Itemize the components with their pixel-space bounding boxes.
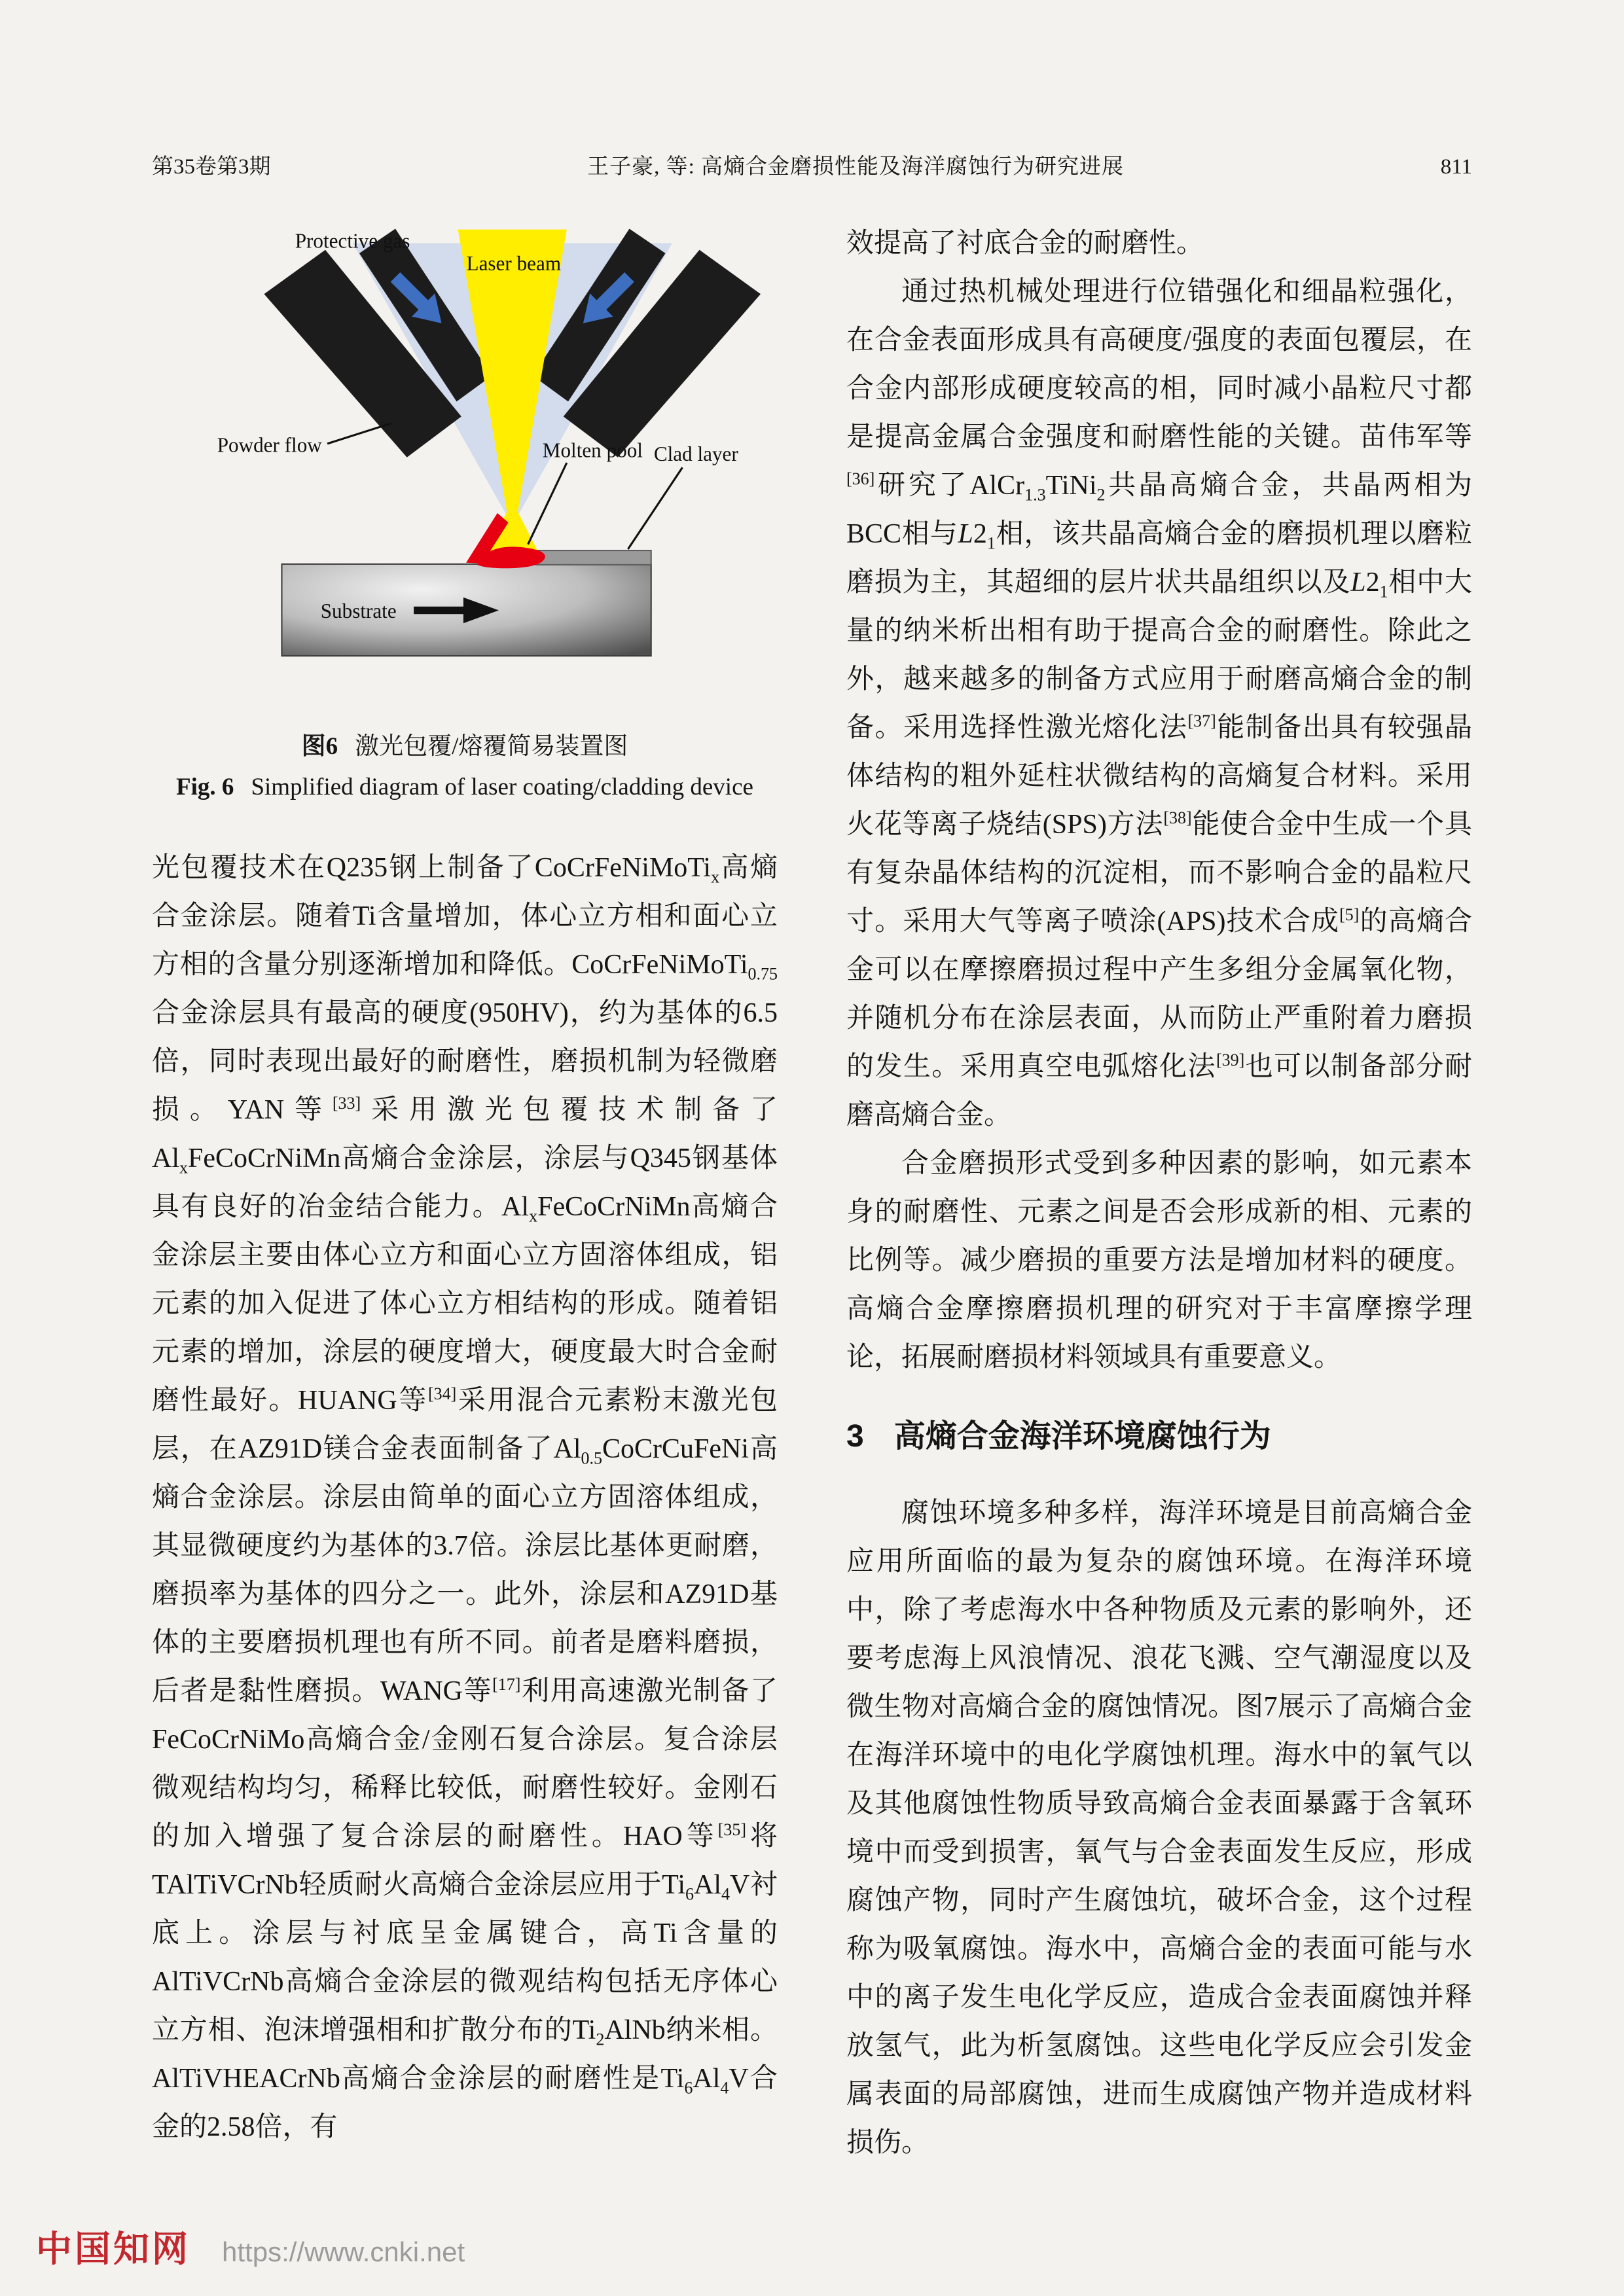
substrate-label: Substrate <box>320 599 397 622</box>
section3-heading <box>846 1417 1472 1456</box>
paragraph-wear-factors: 合金磨损形式受到多种因素的影响，如元素本身的耐磨性、元素之间是否会形成新的相、元素的比例等。减少磨损的重要方法是增加材料的硬度。高熵合金摩擦磨损机理的研究对于丰富摩擦学理论，拓展耐磨损材料领域具有重要意义。 <box>846 1149 1472 1372</box>
section3-title: 高熵合金海洋环境腐蚀行为 <box>893 1419 1271 1454</box>
figure6-caption-zh <box>152 726 778 767</box>
clad-layer-shape <box>536 550 651 565</box>
figure6 <box>152 219 778 808</box>
page-number: 811 <box>1440 155 1472 179</box>
running-title: 王子豪, 等: 高熵合金磨损性能及海洋腐蚀行为研究进展 <box>587 155 1125 179</box>
page-header <box>152 149 1472 180</box>
powder-flow-pointer <box>327 423 391 444</box>
cnki-logo: 中国知网 <box>36 2229 191 2269</box>
clad-layer-pointer <box>628 467 682 549</box>
figure6-tag-en: Fig. 6 <box>176 773 234 800</box>
cnki-url-link[interactable]: https://www.cnki.net <box>222 2236 465 2267</box>
two-column-body <box>152 219 1472 2167</box>
left-column-paragraph: 光包覆技术在Q235钢上制备了CoCrFeNiMoTi$_x$高熵合金涂层。随着Ti含量增加，体心立方相和面心立方相的含量分别逐渐增加和降低。CoCrFeNiMoTi$_{0.75}$合金涂层具有最高的硬度(950HV)，约为基体的6.5倍，同时表现出最好的耐磨性，磨损机制为轻微磨损。YAN等[33]采用激光包覆技术制备了$Al_xFeCoCrNiMn$高熵合金涂层，涂层与Q345钢基体具有良好的冶金结合能力。$Al_xFeCoCrNiMn$高熵合金涂层主要由体心立方和面心立方固溶体组成，铝元素的加入促进了体心立方相结构的形成。随着铝元素的增加，涂层的硬度增大，硬度最大时合金耐磨性最好。HUANG等[34]采用混合元素粉末激光包层，在AZ91D镁合金表面制备了$Al_{0.5}CoCrCuFeNi$高熵合金涂层。涂层由简单的面心立方固溶体组成，其显微硬度约为基体的3.7倍。涂层比基体更耐磨，磨损率为基体的四分之一。此外，涂层和AZ91D基体的主要磨损机理也有所不同。前者是磨料磨损，后者是黏性磨损。WANG等[17]利用高速激光制备了FeCoCrNiMo高熵合金/金刚石复合涂层。复合涂层微观结构均匀，稀释比较低，耐磨性较好。金刚石的加入增强了复合涂层的耐磨性。HAO等[35]将TAlTiVCrNb轻质耐火高熵合金涂层应用于$Ti_6Al_4V$衬底上。涂层与衬底呈金属键合，高Ti含量的AlTiVCrNb高熵合金涂层的微观结构包括无序体心立方相、泡沫增强相和扩散分布的$Ti_2AlNb$纳米相。AlTiVHEACrNb高熵合金涂层的耐磨性是$Ti_6Al_4V$合金的2.58倍，有 <box>152 852 778 2142</box>
figure6-text-en: Simplified diagram of laser coating/cladding device <box>251 773 753 800</box>
figure6-tag-zh: 图6 <box>301 732 338 760</box>
paragraph-continued: 效提高了衬底合金的耐磨性。 <box>846 228 1204 259</box>
paragraph-strengthening: 通过热机械处理进行位错强化和细晶粒强化，在合金表面形成具有高硬度/强度的表面包覆层，在合金内部形成硬度较高的相，同时减小晶粒尺寸都是提高金属合金强度和耐磨性能的关键。苗伟军等[36]研究了AlCr$_{1.3}$TiNi$_2$共晶高熵合金，共晶两相为BCC相与$L2_1$相，该共晶高熵合金的磨损机理以磨粒磨损为主，其超细的层片状共晶组织以及$L2_1$相中大量的纳米析出相有助于提高合金的耐磨性。除此之外，越来越多的制备方式应用于耐磨高熵合金的制备。采用选择性激光熔化法[37]能制备出具有较强晶体结构的粗外延柱状微结构的高熵复合材料。采用火花等离子烧结(SPS)方法[38]能使合金中生成一个具有复杂晶体结构的沉淀相，而不影响合金的晶粒尺寸。采用大气等离子喷涂(APS)技术合成[5]的高熵合金可以在摩擦磨损过程中产生多组分金属氧化物，并随机分布在涂层表面，从而防止严重附着力磨损的发生。采用真空电弧熔化法[39]也可以制备部分耐磨高熵合金。 <box>846 277 1472 1130</box>
right-column <box>846 219 1472 2167</box>
paragraph-corrosion: 腐蚀环境多种多样，海洋环境是目前高熵合金应用所面临的最为复杂的腐蚀环境。在海洋环境中，除了考虑海水中各种物质及元素的影响外，还要考虑海上风浪情况、浪花飞溅、空气潮湿度以及微生物对高熵合金的腐蚀情况。图7展示了高熵合金在海洋环境中的电化学腐蚀机理。海水中的氧气以及其他腐蚀性物质导致高熵合金表面暴露于含氧环境中而受到损害，氧气与合金表面发生反应，形成腐蚀产物，同时产生腐蚀坑，破坏合金，这个过程称为吸氧腐蚀。海水中，高熵合金的表面可能与水中的离子发生电化学反应，造成合金表面腐蚀并释放氢气，此为析氢腐蚀。这些电化学反应会引发金属表面的局部腐蚀，进而生成腐蚀产物并造成材料损伤。 <box>846 1498 1472 2158</box>
powder-flow-label: Powder flow <box>217 433 322 457</box>
section3-number: 3 <box>846 1419 864 1454</box>
molten-pool-label: Molten pool <box>542 439 643 462</box>
figure6-caption <box>152 726 778 808</box>
clad-layer-label: Clad layer <box>653 442 738 465</box>
laser-beam-label: Laser beam <box>466 252 562 276</box>
laser-cladding-diagram <box>152 219 778 716</box>
page-footer <box>36 2220 1587 2272</box>
figure6-caption-en <box>152 767 778 808</box>
left-column <box>152 219 778 2167</box>
figure6-text-zh: 激光包覆/熔覆简易装置图 <box>355 732 628 760</box>
protective-gas-label: Protective gas <box>295 229 410 253</box>
journal-issue: 第35卷第3期 <box>152 155 271 179</box>
